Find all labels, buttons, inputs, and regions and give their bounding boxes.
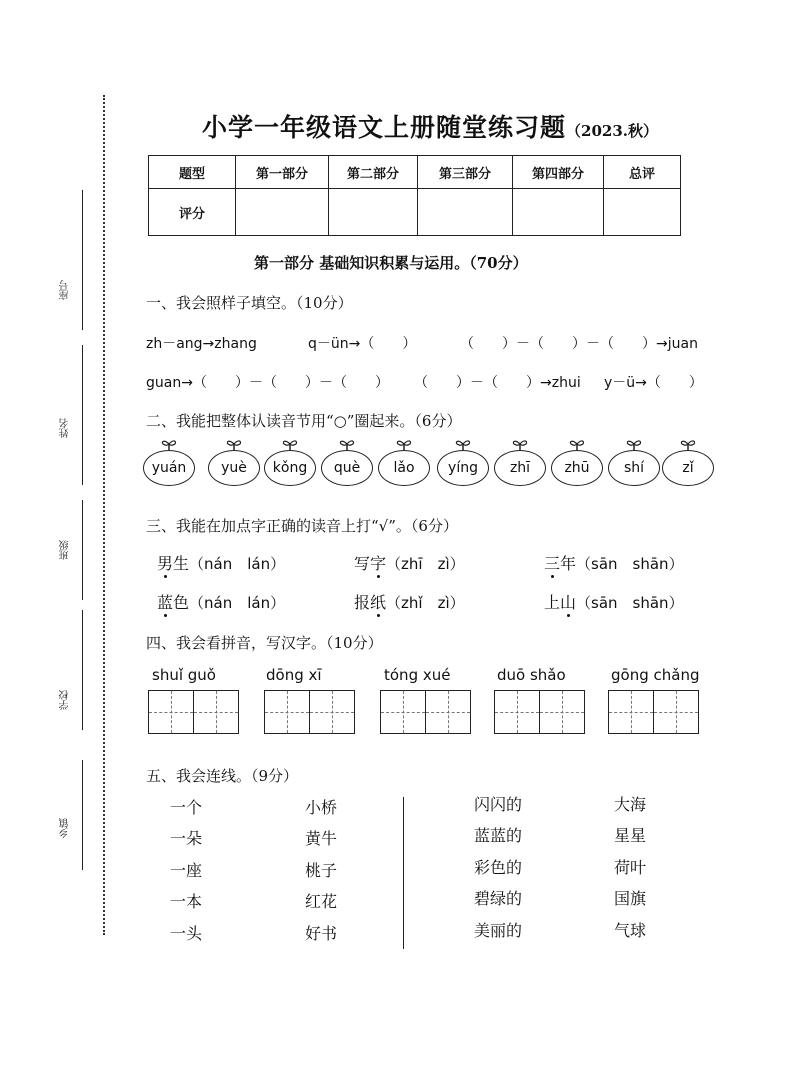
match-word[interactable]: 美丽的 <box>474 921 523 940</box>
match-word[interactable]: 彩色的 <box>474 858 523 877</box>
q5-heading: 五、我会连线。（9分） <box>146 767 299 785</box>
apple-stem-icon <box>625 438 643 452</box>
q1-example: zh－ang→zhang <box>146 336 257 352</box>
match-word[interactable]: 荷叶 <box>614 858 647 877</box>
score-cell[interactable] <box>329 189 418 236</box>
q1-blank[interactable]: guan→（ ）－（ ）－（ ） <box>146 375 389 391</box>
binding-dotted-line <box>103 95 105 935</box>
township-field[interactable] <box>82 760 83 870</box>
q4-heading: 四、我会看拼音，写汉字。（10分） <box>146 634 383 652</box>
match-word[interactable]: 一本 <box>170 892 203 911</box>
writing-grid[interactable] <box>380 690 471 734</box>
apple-stem-icon <box>679 438 697 452</box>
q1-blank[interactable]: （ ）－（ ）－（ ）→juan <box>460 336 698 352</box>
q3-item[interactable]: 三年（sān shān） <box>544 554 684 573</box>
apple-syllable[interactable]: zhū <box>551 450 603 486</box>
q4-pinyin: gōng chǎng <box>611 666 700 684</box>
apple-stem-icon <box>225 438 243 452</box>
part1-heading: 第一部分 基础知识积累与运用。（70分） <box>254 254 528 272</box>
score-header: 总评 <box>604 156 681 189</box>
name-field[interactable] <box>82 345 83 485</box>
match-word[interactable]: 碧绿的 <box>474 889 523 908</box>
q3-item[interactable]: 男生（nán lán） <box>157 554 286 573</box>
score-row-label: 评分 <box>149 189 236 236</box>
writing-grid[interactable] <box>148 690 239 734</box>
class-field[interactable] <box>82 500 83 600</box>
writing-grid[interactable] <box>608 690 699 734</box>
apple-stem-icon <box>395 438 413 452</box>
apple-stem-icon <box>281 438 299 452</box>
q3-item[interactable]: 上山（sān shān） <box>544 593 684 612</box>
match-word[interactable]: 一个 <box>170 798 203 817</box>
seat-number-field[interactable] <box>82 190 83 330</box>
match-word[interactable]: 桃子 <box>305 861 338 880</box>
q4-pinyin: dōng xī <box>266 666 322 684</box>
apple-stem-icon <box>160 438 178 452</box>
q1-blank[interactable]: y－ü→（ ） <box>604 375 703 391</box>
apple-syllable[interactable]: què <box>321 450 373 486</box>
apple-syllable[interactable]: zǐ <box>662 450 714 486</box>
match-word[interactable]: 黄牛 <box>305 829 338 848</box>
title-main: 小学一年级语文上册随堂练习题 <box>202 113 567 142</box>
title-year: （2023.秋） <box>566 122 658 140</box>
score-cell[interactable] <box>604 189 681 236</box>
apple-stem-icon <box>454 438 472 452</box>
match-word[interactable]: 小桥 <box>305 798 338 817</box>
apple-stem-icon <box>338 438 356 452</box>
writing-grid[interactable] <box>494 690 585 734</box>
score-header: 第四部分 <box>513 156 604 189</box>
apple-syllable[interactable]: zhī <box>494 450 546 486</box>
match-word[interactable]: 好书 <box>305 924 338 943</box>
q3-heading: 三、我能在加点字正确的读音上打“√”。（6分） <box>146 517 458 535</box>
name-label: 姓名 <box>60 418 71 438</box>
q2-heading: 二、我能把整体认读音节用“○”圈起来。（6分） <box>146 412 462 430</box>
q3-item[interactable]: 蓝色（nán lán） <box>157 593 286 612</box>
school-label: 学校 <box>60 690 71 710</box>
apple-syllable[interactable]: yuán <box>143 450 195 486</box>
q4-pinyin: tóng xué <box>384 666 451 684</box>
seat-number-label: 座号 <box>60 280 71 300</box>
apple-syllable[interactable]: lǎo <box>378 450 430 486</box>
q3-item[interactable]: 写字（zhī zì） <box>354 554 465 573</box>
match-word[interactable]: 蓝蓝的 <box>474 826 523 845</box>
q1-blank[interactable]: （ ）－（ ）→zhui <box>414 375 581 391</box>
page-title <box>150 108 710 144</box>
score-cell[interactable] <box>236 189 329 236</box>
q3-item[interactable]: 报纸（zhǐ zì） <box>354 593 465 612</box>
score-header: 第二部分 <box>329 156 418 189</box>
match-word[interactable]: 星星 <box>614 826 647 845</box>
score-cell[interactable] <box>418 189 513 236</box>
q1-blank[interactable]: q－ün→（ ） <box>308 336 417 352</box>
match-word[interactable]: 大海 <box>614 795 647 814</box>
match-divider <box>403 797 404 949</box>
q4-pinyin: duō shǎo <box>497 666 566 684</box>
apple-stem-icon <box>511 438 529 452</box>
match-word[interactable]: 一头 <box>170 924 203 943</box>
apple-stem-icon <box>568 438 586 452</box>
score-cell[interactable] <box>513 189 604 236</box>
match-word[interactable]: 国旗 <box>614 889 647 908</box>
q1-heading: 一、我会照样子填空。（10分） <box>146 294 353 312</box>
score-header: 第三部分 <box>418 156 513 189</box>
apple-syllable[interactable]: yíng <box>437 450 489 486</box>
match-word[interactable]: 闪闪的 <box>474 795 523 814</box>
writing-grid[interactable] <box>264 690 355 734</box>
apple-syllable[interactable]: kǒng <box>264 450 316 486</box>
score-header: 题型 <box>149 156 236 189</box>
class-label: 班级 <box>60 540 71 560</box>
match-word[interactable]: 一座 <box>170 861 203 880</box>
score-header: 第一部分 <box>236 156 329 189</box>
township-label: 乡镇 <box>60 818 71 838</box>
school-field[interactable] <box>82 610 83 730</box>
apple-syllable[interactable]: yuè <box>208 450 260 486</box>
q4-pinyin: shuǐ guǒ <box>152 666 216 684</box>
score-table <box>148 155 681 236</box>
match-word[interactable]: 一朵 <box>170 829 203 848</box>
apple-syllable[interactable]: shí <box>608 450 660 486</box>
match-word[interactable]: 气球 <box>614 921 647 940</box>
match-word[interactable]: 红花 <box>305 892 338 911</box>
